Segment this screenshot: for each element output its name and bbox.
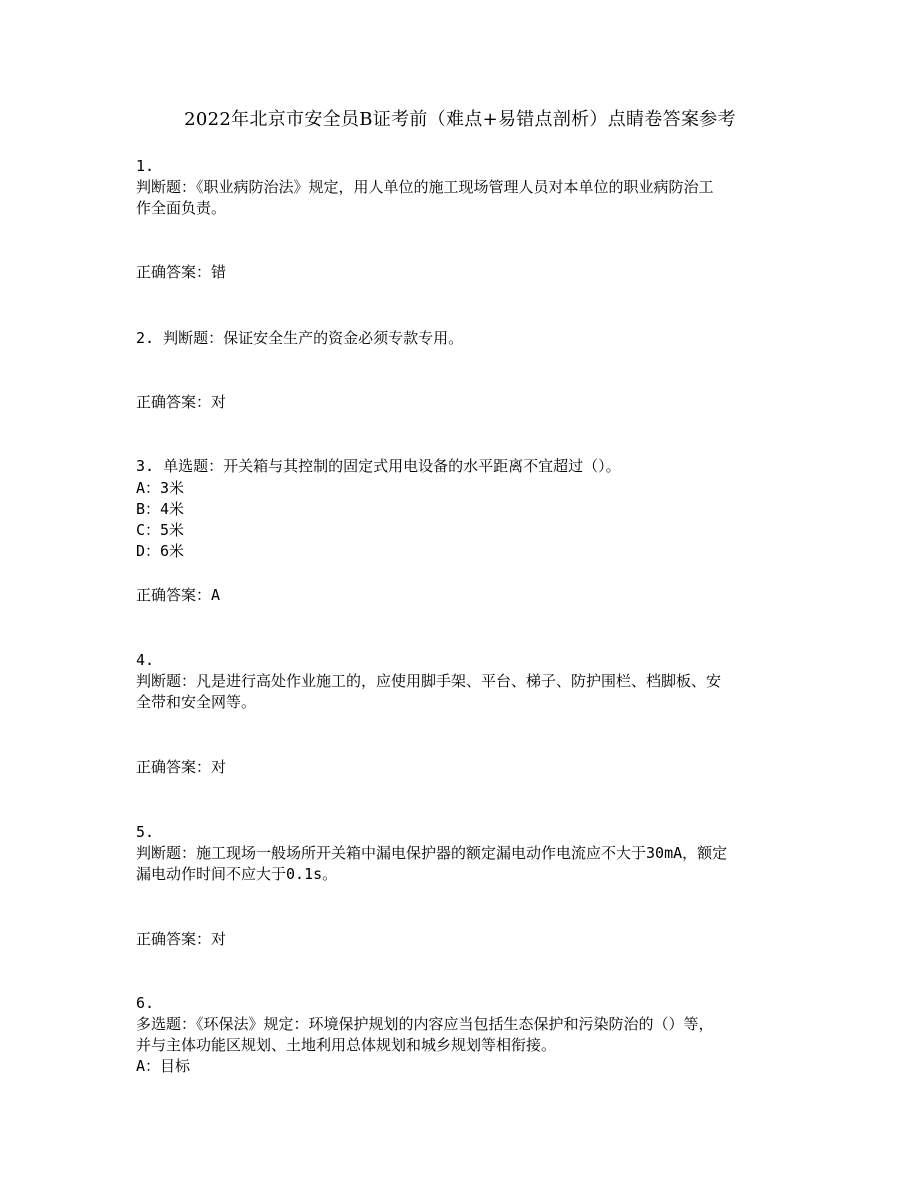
question-3-option-d: D：6米 bbox=[136, 542, 185, 560]
question-6-text-line-2: 并与主体功能区规划、土地利用总体规划和城乡规划等相衔接。 bbox=[136, 1036, 557, 1054]
question-1-text-line-1: 判断题：《职业病防治法》规定，用人单位的施工现场管理人员对本单位的职业病防治工 bbox=[136, 178, 714, 196]
question-6-text-line-1: 多选题：《环保法》规定：环境保护规划的内容应当包括生态保护和污染防治的（）等， bbox=[136, 1015, 714, 1033]
question-6-option-a: A：目标 bbox=[136, 1057, 191, 1075]
question-4-text-line-1: 判断题：凡是进行高处作业施工的，应使用脚手架、平台、梯子、防护围栏、档脚板、安 bbox=[136, 672, 722, 690]
document-title: 2022年北京市安全员B证考前（难点+易错点剖析）点睛卷答案参考 bbox=[184, 109, 736, 130]
question-4-answer: 正确答案：对 bbox=[136, 758, 227, 776]
question-3-option-a: A：3米 bbox=[136, 479, 185, 497]
question-6-number: 6. bbox=[136, 994, 155, 1012]
question-5-text-line-2: 漏电动作时间不应大于0.1s。 bbox=[136, 865, 338, 883]
question-1-answer: 正确答案：错 bbox=[136, 263, 227, 281]
question-3-text: 3. 单选题：开关箱与其控制的固定式用电设备的水平距离不宜超过（）。 bbox=[136, 457, 621, 475]
question-4-number: 4. bbox=[136, 651, 155, 669]
question-5-answer: 正确答案：对 bbox=[136, 930, 227, 948]
question-1-text-line-2: 作全面负责。 bbox=[136, 199, 227, 217]
question-5-number: 5. bbox=[136, 823, 155, 841]
question-4-text-line-2: 全带和安全网等。 bbox=[136, 693, 257, 711]
question-2-answer: 正确答案：对 bbox=[136, 393, 227, 411]
question-3-option-c: C：5米 bbox=[136, 521, 185, 539]
question-5-text-line-1: 判断题：施工现场一般场所开关箱中漏电保护器的额定漏电动作电流应不大于30mA，额定 bbox=[136, 844, 728, 862]
question-2-text: 2. 判断题：保证安全生产的资金必须专款专用。 bbox=[136, 329, 464, 347]
question-3-answer: 正确答案：A bbox=[136, 586, 221, 604]
question-3-option-b: B：4米 bbox=[136, 500, 185, 518]
question-1-number: 1. bbox=[136, 157, 155, 175]
